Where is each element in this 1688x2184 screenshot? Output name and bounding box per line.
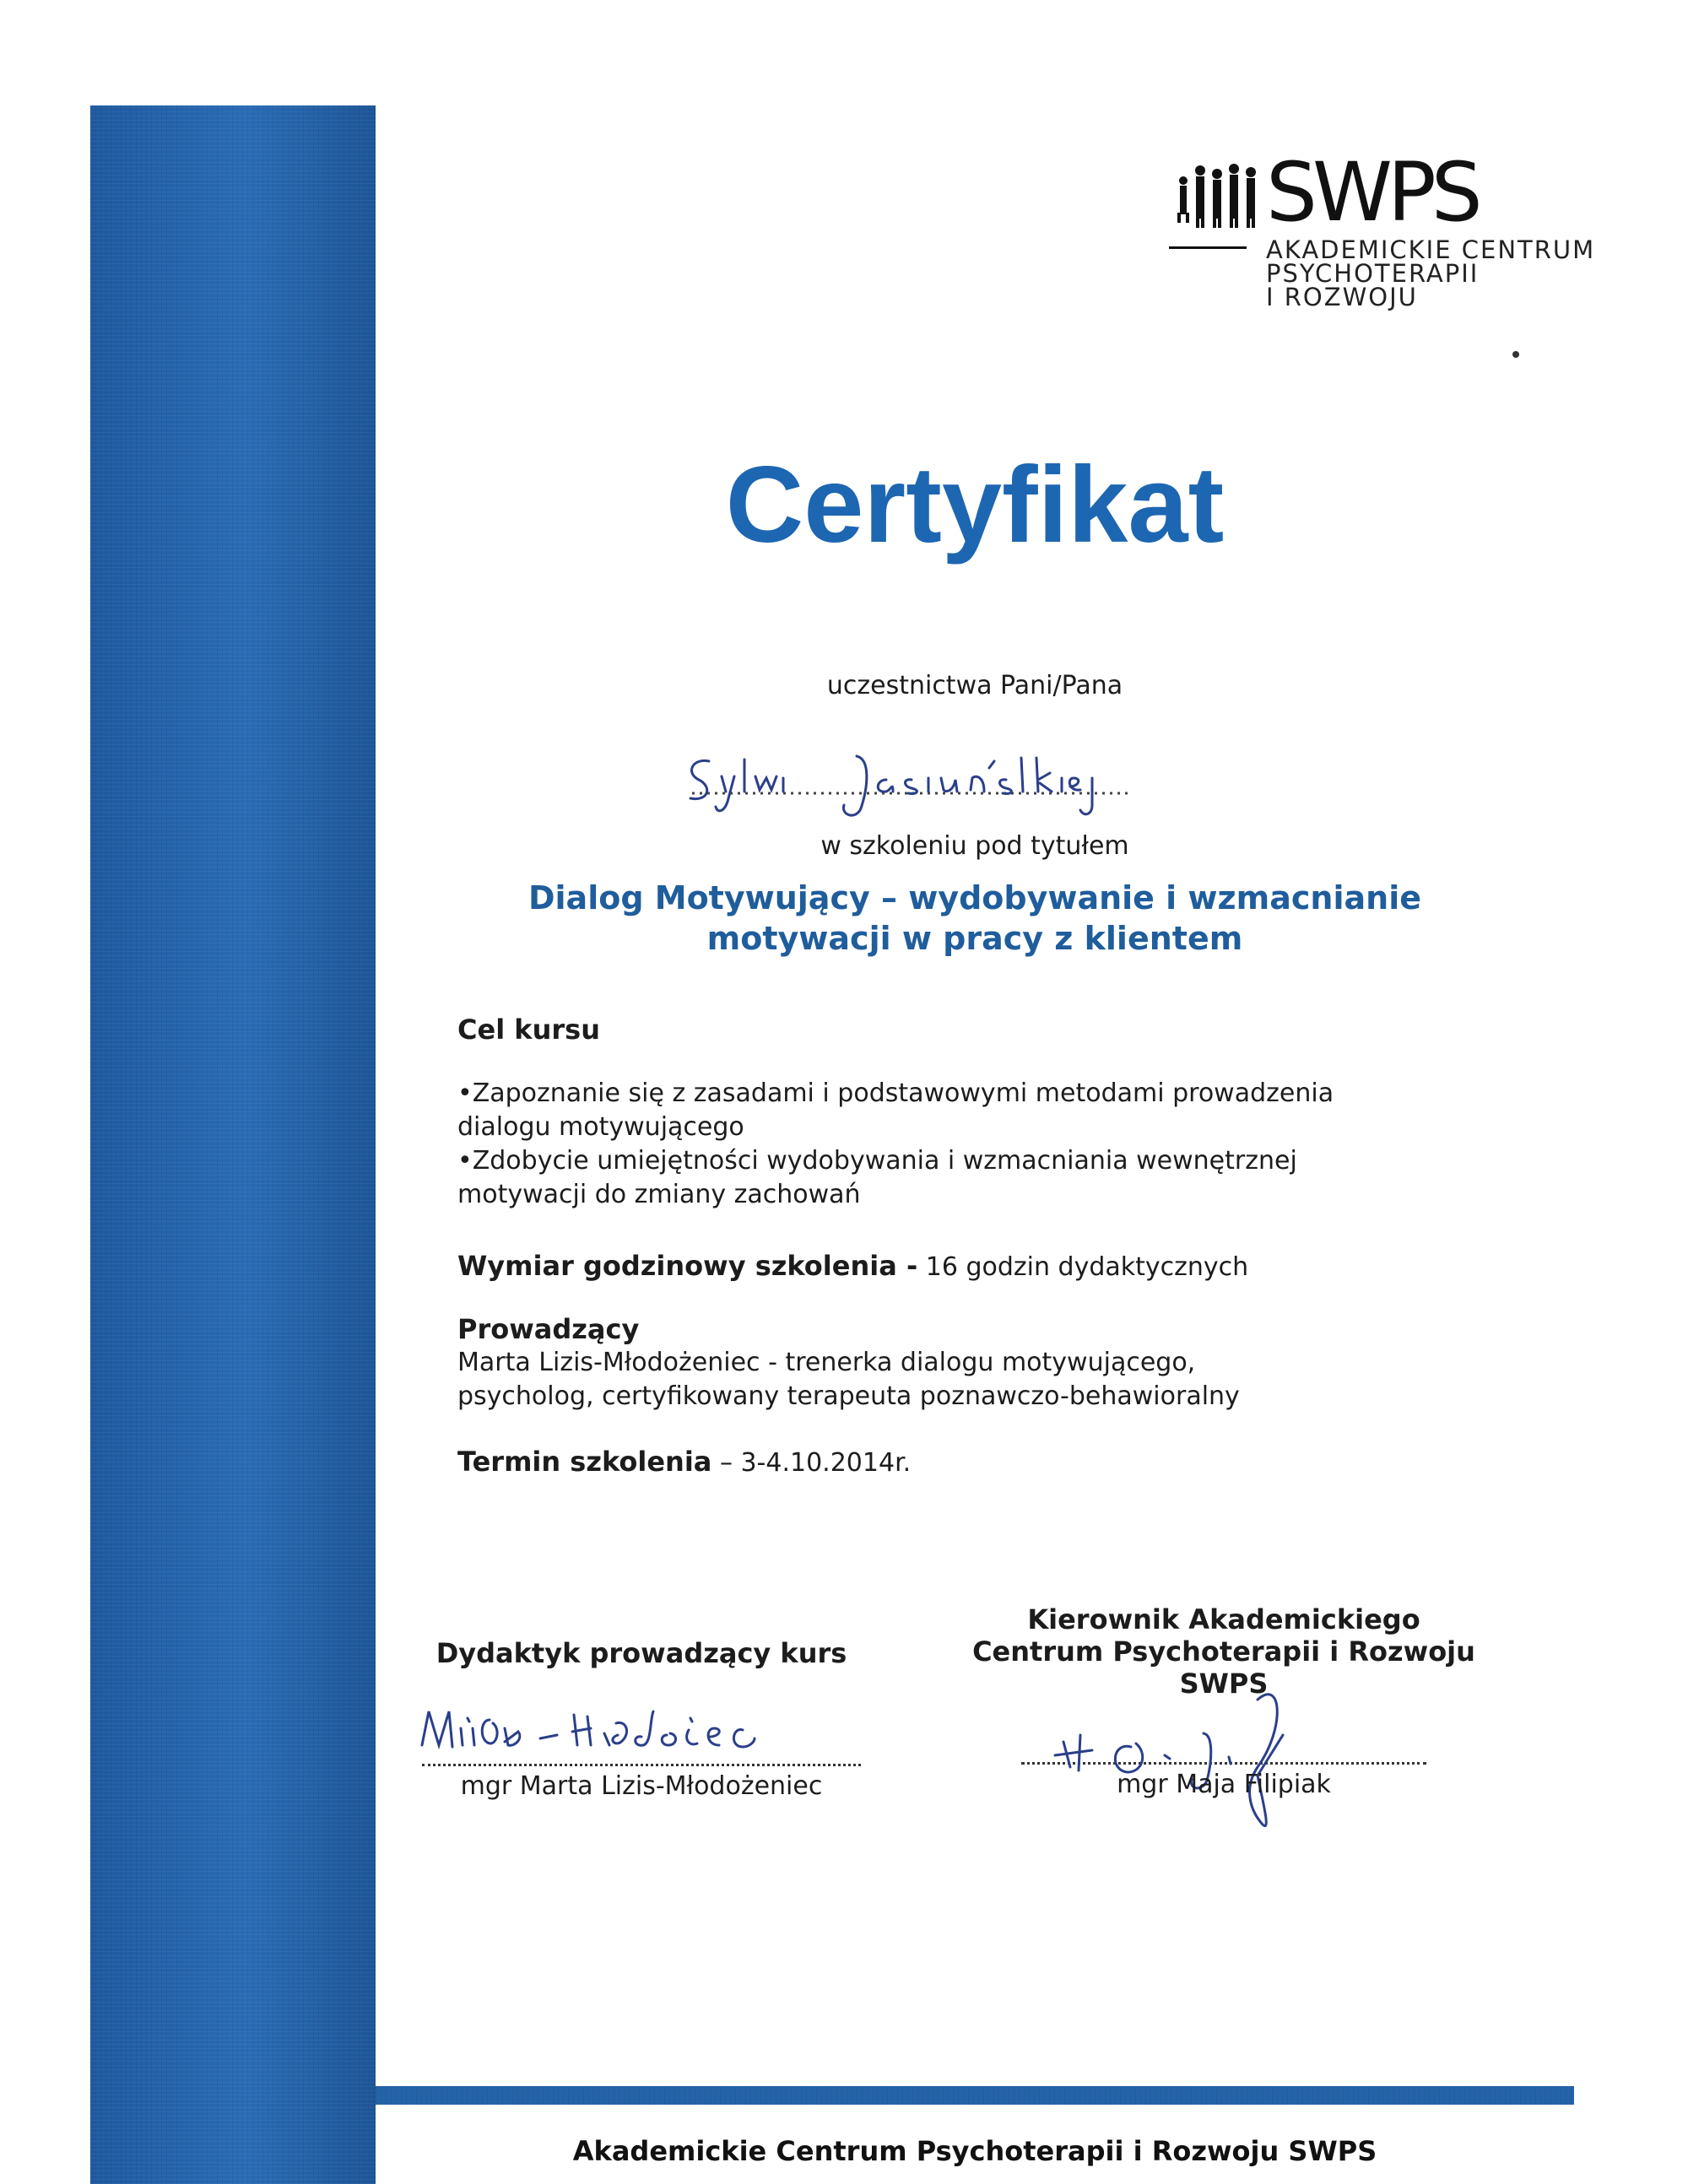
decorative-side-band: [90, 105, 376, 2184]
hours-label: Wymiar godzinowy szkolenia -: [457, 1250, 918, 1282]
goal-item: •Zdobycie umiejętności wydobywania i wzmacniania wewnętrznej motywacji do zmiany zachowań: [457, 1146, 1297, 1209]
left-signature-block: [388, 1637, 895, 1801]
left-signatory-name: mgr Marta Lizis-Młodożeniec: [460, 1771, 823, 1801]
trainer-name: Marta Lizis-Młodożeniec -: [457, 1348, 777, 1377]
term-value: – 3-4.10.2014r.: [719, 1448, 912, 1478]
right-signature-line: [1021, 1762, 1426, 1765]
trainer-heading: Prowadzący: [457, 1313, 640, 1345]
course-title: [376, 878, 1574, 959]
goals-heading: Cel kursu: [457, 1014, 600, 1046]
trainer-credentials: psycholog, certyfikowany terapeuta poznawczo-behawioralny: [457, 1381, 1240, 1411]
term-row: [457, 1445, 1555, 1480]
right-signature-block: [945, 1603, 1502, 1799]
left-signature-handwriting: [405, 1686, 878, 1770]
hours-value: 16 godzin dydaktycznych: [925, 1252, 1249, 1282]
right-heading-line: Centrum Psychoterapii i Rozwoju: [972, 1635, 1475, 1668]
certificate-title: Certyfikat: [725, 445, 1225, 565]
swps-people-logo-icon: [1175, 162, 1266, 230]
logo-divider: [1169, 246, 1247, 249]
trainer-line: [457, 1346, 1555, 1380]
participation-text: uczestnictwa Pani/Pana: [826, 671, 1123, 700]
logo-subtitle-line: PSYCHOTERAPII: [1266, 259, 1480, 288]
training-intro: w szkoleniu pod tytułem: [820, 831, 1129, 861]
course-title-line: motywacji w pracy z klientem: [706, 920, 1243, 957]
goal-item: •Zapoznanie się z zasadami i podstawowymi metodami prowadzenia dialogu motywującego: [457, 1078, 1334, 1142]
right-heading-line: Kierownik Akademickiego: [1027, 1603, 1420, 1635]
logo-subtitle: [1266, 235, 1596, 311]
decorative-bottom-band: [376, 2086, 1574, 2105]
left-signature-line: [422, 1764, 861, 1766]
left-signature-heading: Dydaktyk prowadzący kurs: [436, 1637, 847, 1669]
goals-section: [457, 1013, 1555, 1212]
trainer-role: trenerka dialogu motywującego,: [785, 1348, 1196, 1377]
trainer-section: [457, 1312, 1555, 1414]
scan-speck: [1512, 351, 1519, 358]
logo-subtitle-line: AKADEMICKIE CENTRUM: [1266, 235, 1596, 264]
logo-subtitle-line: I ROZWOJU: [1266, 283, 1418, 311]
right-signatory-name: mgr Maja Filipiak: [1117, 1770, 1331, 1799]
term-label: Termin szkolenia: [457, 1446, 712, 1478]
footer-institution: Akademickie Centrum Psychoterapii i Rozwoju SWPS: [572, 2135, 1377, 2167]
hours-row: [457, 1249, 1555, 1284]
course-title-line: Dialog Motywujący – wydobywanie i wzmacnianie: [528, 879, 1421, 916]
right-heading-line: SWPS: [1179, 1668, 1269, 1700]
right-signature-handwriting: [1004, 1683, 1443, 1835]
swps-wordmark: SWPS: [1266, 145, 1478, 240]
participant-name-handwriting: [675, 743, 1148, 827]
